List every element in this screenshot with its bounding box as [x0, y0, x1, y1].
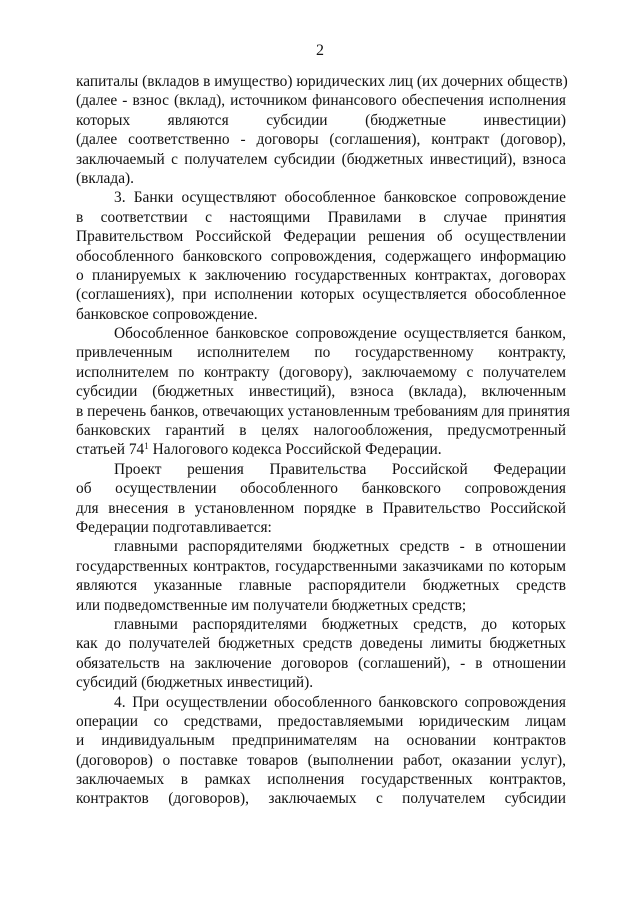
- text-line: [76, 324, 566, 343]
- text-line: [76, 402, 570, 421]
- text-line: [76, 673, 566, 692]
- text-line-content: о планируемых к заключению государственных контрактах, договорах: [76, 266, 566, 284]
- text-line-content: привлеченным исполнителем по государственному контракту,: [76, 344, 566, 362]
- text-line-content: главными распорядителями бюджетных средств - в отношении: [114, 538, 566, 556]
- text-line-content-rest: Налогового кодекса Российской Федерации.: [148, 441, 442, 459]
- text-line: [76, 130, 566, 149]
- text-line-content: являются указанные главные распорядители бюджетных средств: [76, 577, 566, 595]
- text-line: [76, 596, 566, 615]
- text-line-content: в соответствии с настоящими Правилами в случае принятия: [76, 208, 566, 226]
- text-line: [76, 363, 566, 382]
- text-line: [76, 440, 566, 459]
- text-line: [76, 305, 566, 324]
- text-line: [76, 654, 566, 673]
- text-line: [76, 421, 566, 440]
- text-line: [76, 188, 566, 207]
- text-line: [76, 460, 566, 479]
- text-line-content: (соглашениях), при исполнении которых осуществляется обособленное: [76, 286, 566, 304]
- text-line: [76, 731, 566, 750]
- text-line-content: главными распорядителями бюджетных средств, до которых: [114, 615, 566, 633]
- text-line: [76, 499, 566, 518]
- text-line-content: заключаемый с получателем субсидии (бюджетных инвестиций), взноса: [76, 150, 566, 168]
- text-line: [76, 169, 566, 188]
- text-line: [76, 615, 566, 634]
- text-line-content: (далее соответственно - договоры (соглашения), контракт (договор),: [76, 131, 566, 149]
- text-line-content: Обособленное банковское сопровождение осуществляется банком,: [114, 325, 566, 343]
- text-line-content: (договоров) о поставке товаров (выполнении работ, оказании услуг),: [76, 751, 566, 769]
- text-line-content: банковских гарантий в целях налогообложения, предусмотренный: [76, 422, 566, 440]
- text-line-content: (далее - взнос (вклад), источником финансового обеспечения исполнения: [76, 92, 566, 110]
- text-line-content: которых являются субсидии (бюджетные инвестиции): [76, 111, 566, 129]
- text-line-content: в перечень банков, отвечающих установленным требованиям для принятия: [76, 402, 570, 420]
- page-number: 2: [316, 42, 324, 59]
- text-line: [76, 266, 566, 285]
- text-line-content: 4. При осуществлении обособленного банковского сопровождения: [114, 693, 566, 711]
- text-line: [76, 72, 566, 91]
- text-line-content: операции со средствами, предоставляемыми юридическим лицам: [76, 712, 566, 730]
- text-line-content: 3. Банки осуществляют обособленное банковское сопровождение: [114, 189, 566, 207]
- text-line: [76, 91, 566, 110]
- text-line-content: Правительством Российской Федерации решения об осуществлении: [76, 228, 566, 246]
- text-line: [76, 227, 566, 246]
- text-line: [76, 557, 566, 576]
- text-line-content: статьей 74: [76, 441, 145, 459]
- text-line-content: обязательств на заключение договоров (соглашений), - в отношении: [76, 654, 566, 672]
- text-line-content: обособленного банковского сопровождения, содержащего информацию: [76, 247, 566, 265]
- text-line: [76, 150, 566, 169]
- text-line-content: государственных контрактов, государственными заказчиками по которым: [76, 557, 566, 575]
- text-line-content: Федерации подготавливается:: [76, 518, 272, 536]
- text-line-content: заключаемых в рамках исполнения государственных контрактов,: [76, 771, 566, 789]
- text-line-content: об осуществлении обособленного банковского сопровождения: [76, 480, 566, 498]
- text-line-content: капиталы (вкладов в имущество) юридических лиц (их дочерних обществ): [76, 73, 568, 90]
- text-line-content: банковское сопровождение.: [76, 305, 258, 323]
- text-line: [76, 208, 566, 227]
- text-line: [76, 693, 566, 712]
- text-line-content: для внесения в установленном порядке в Правительство Российской: [76, 499, 566, 517]
- text-line: [76, 285, 566, 304]
- text-line-content: контрактов (договоров), заключаемых с получателем субсидии: [76, 790, 566, 808]
- text-line: [76, 634, 566, 653]
- text-line: [76, 247, 566, 266]
- text-line: [76, 770, 566, 789]
- text-line: [76, 576, 566, 595]
- text-line-content: субсидий (бюджетных инвестиций).: [76, 674, 314, 692]
- text-line-content: как до получателей бюджетных средств доведены лимиты бюджетных: [76, 635, 566, 653]
- text-line: [76, 518, 566, 537]
- body-text: [76, 72, 570, 809]
- footnote-superscript: 1: [144, 441, 149, 452]
- text-line-content: субсидии (бюджетных инвестиций), взноса (вклада), включенным: [76, 383, 566, 401]
- text-line: [76, 479, 566, 498]
- text-line-content: или подведомственные им получатели бюджетных средств;: [76, 596, 467, 614]
- text-line-content: (вклада).: [76, 169, 135, 187]
- text-line: [76, 789, 566, 808]
- text-line: [76, 343, 566, 362]
- text-line-content: исполнителем по контракту (договору), заключаемому с получателем: [76, 363, 566, 381]
- text-line: [76, 712, 566, 731]
- text-line-content: Проект решения Правительства Российской Федерации: [114, 460, 566, 478]
- text-line: [76, 537, 566, 556]
- text-line: [76, 382, 566, 401]
- text-line: [76, 111, 566, 130]
- text-line-content: и индивидуальным предпринимателям на основании контрактов: [76, 732, 566, 750]
- text-line: [76, 751, 566, 770]
